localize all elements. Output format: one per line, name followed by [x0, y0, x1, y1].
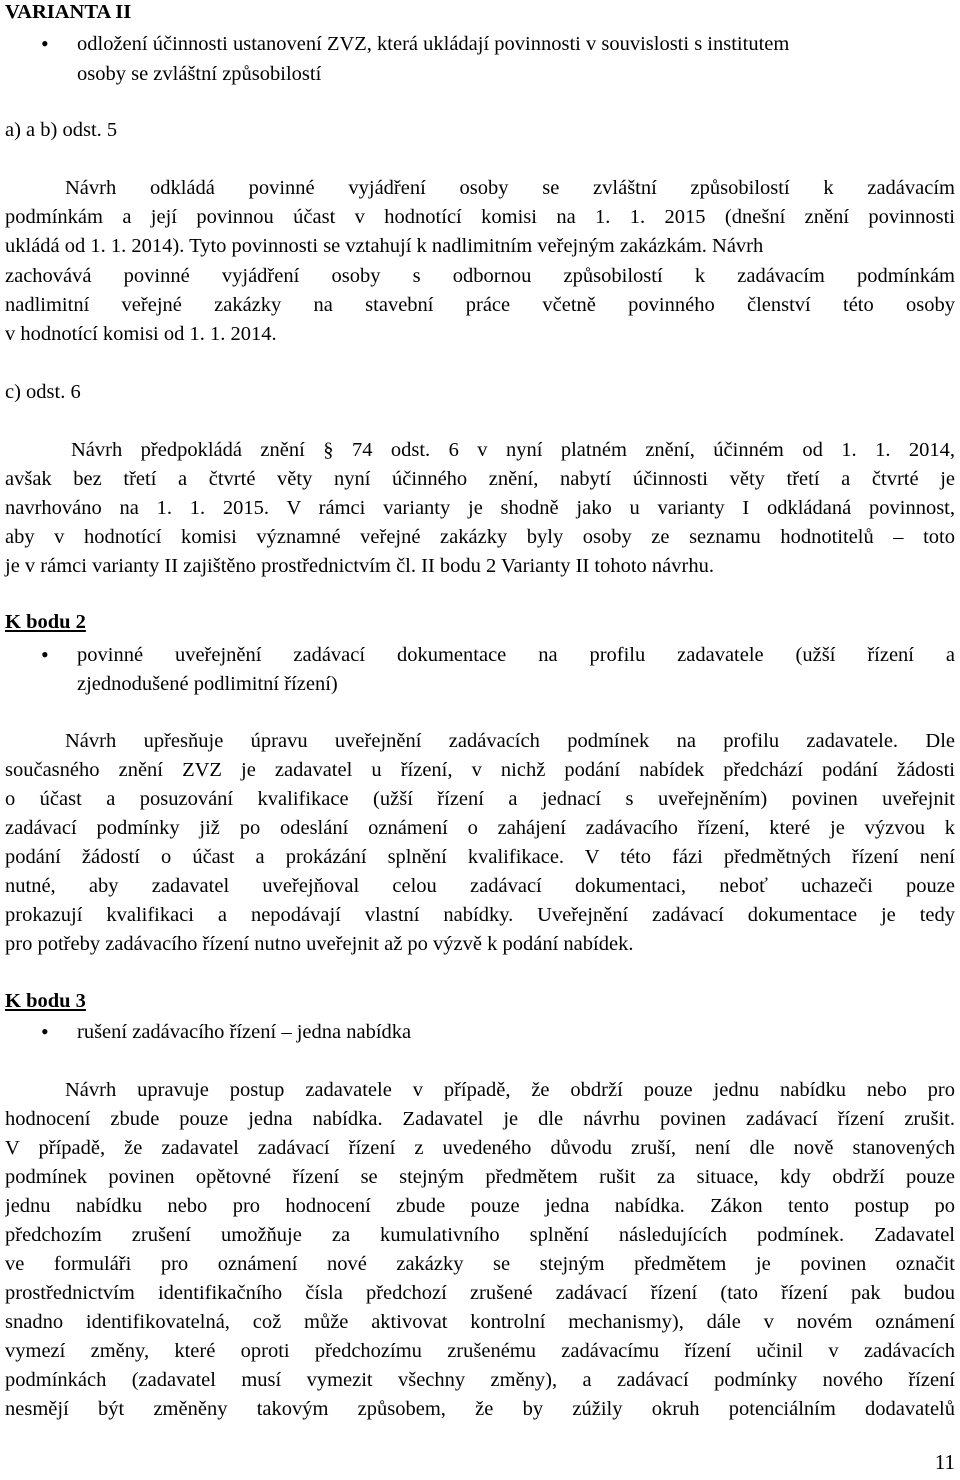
paragraph-line: podání žádostí o účast a prokázání splnění kvalifikace. V této fázi předmětných řízení není	[5, 846, 955, 868]
paragraph-line: V případě, že zadavatel zadávací řízení z uvedeného důvodu zruší, není dle nově stanovených	[5, 1137, 955, 1159]
paragraph-line: je v rámci varianty II zajištěno prostřednictvím čl. II bodu 2 Varianty II tohoto návrhu.	[5, 555, 714, 577]
section-heading: K bodu 2	[5, 611, 86, 633]
paragraph-line: Návrh odkládá povinné vyjádření osoby se zvláštní způsobilostí k zadávacím	[65, 177, 955, 199]
paragraph-line: zachovává povinné vyjádření osoby s odbornou způsobilostí k zadávacím podmínkám	[5, 265, 955, 287]
paragraph-line: ukládá od 1. 1. 2014). Tyto povinnosti se vztahují k nadlimitním veřejným zakázkám. Návrh	[5, 235, 764, 257]
paragraph-line: nesmějí být změněny takovým způsobem, že by zúžily okruh potenciálním dodavatelů	[5, 1398, 955, 1420]
bullet-icon: •	[41, 31, 49, 56]
subheading: a) a b) odst. 5	[5, 119, 118, 141]
bullet-text-line: odložení účinnosti ustanovení ZVZ, která ukládají povinnosti v souvislosti s institutem	[77, 33, 790, 55]
paragraph-line: ve formuláři pro oznámení nové zakázky se stejným předmětem je povinen označit	[5, 1253, 955, 1275]
paragraph-line: zadávací podmínky již po odeslání oznámení o zahájení zadávacího řízení, které je výzvou k	[5, 817, 955, 839]
paragraph-line: nutné, aby zadavatel uveřejňoval celou zadávací dokumentaci, neboť uchazeči pouze	[5, 875, 955, 897]
paragraph-line: navrhováno na 1. 1. 2015. V rámci varianty je shodně jako u varianty I odkládaná povinnost,	[5, 497, 955, 519]
paragraph-line: prostřednictvím identifikačního čísla předchozí zrušené zadávací řízení (tato řízení pak budou	[5, 1282, 955, 1304]
paragraph-line: o účast a posuzování kvalifikace (užší řízení a jednací s uveřejněním) povinen uveřejnit	[5, 788, 955, 810]
paragraph-line: jednu nabídku nebo pro hodnocení zbude pouze jedna nabídka. Zákon tento postup po	[5, 1195, 955, 1217]
paragraph-line: prokazují kvalifikaci a nepodávají vlastní nabídky. Uveřejnění zadávací dokumentace je tedy	[5, 904, 955, 926]
paragraph-line: snadno identifikovatelná, což může aktivovat kontrolní mechanismy), dále v novém oznámení	[5, 1311, 955, 1333]
section-title: VARIANTA II	[5, 1, 132, 23]
section-heading: K bodu 3	[5, 990, 86, 1012]
bullet-text-line: rušení zadávacího řízení – jedna nabídka	[77, 1021, 412, 1043]
paragraph-line: současného znění ZVZ je zadavatel u řízení, v nichž podání nabídek předchází podání žádosti	[5, 759, 955, 781]
paragraph-line: pro potřeby zadávacího řízení nutno uveřejnit až po výzvě k podání nabídek.	[5, 933, 634, 955]
bullet-text-line: osoby se zvláštní způsobilostí	[77, 63, 322, 85]
bullet-icon: •	[41, 1019, 49, 1044]
paragraph-line: nadlimitní veřejné zakázky na stavební práce včetně povinného členství této osoby	[5, 294, 955, 316]
paragraph-line: předchozím zrušení umožňuje za kumulativního splnění následujících podmínek. Zadavatel	[5, 1224, 955, 1246]
paragraph-line: aby v hodnotící komisi významné veřejné zakázky byly osoby ze seznamu hodnotitelů – toto	[5, 526, 955, 548]
paragraph-line: Návrh upřesňuje úpravu uveřejnění zadávacích podmínek na profilu zadavatele. Dle	[65, 730, 955, 752]
paragraph-line: Návrh předpokládá znění § 74 odst. 6 v nyní platném znění, účinném od 1. 1. 2014,	[71, 439, 955, 461]
paragraph-line: podmínkám a její povinnou účast v hodnotící komisi na 1. 1. 2015 (dnešní znění povinnosti	[5, 206, 955, 228]
paragraph-line: vymezí změny, které oproti předchozímu zrušenému zadávacímu řízení učinil v zadávacích	[5, 1340, 955, 1362]
bullet-text-line: zjednodušené podlimitní řízení)	[77, 673, 338, 695]
paragraph-line: Návrh upravuje postup zadavatele v případě, že obdrží pouze jednu nabídku nebo pro	[65, 1079, 955, 1101]
paragraph-line: avšak bez třetí a čtvrté věty nyní účinného znění, nabytí účinnosti věty třetí a čtvrté je	[5, 468, 955, 490]
bullet-icon: •	[41, 642, 49, 667]
paragraph-line: hodnocení zbude pouze jedna nabídka. Zadavatel je dle návrhu povinen zadávací řízení zrušit.	[5, 1108, 955, 1130]
bullet-text-line: povinné uveřejnění zadávací dokumentace na profilu zadavatele (užší řízení a	[77, 644, 955, 666]
page-number: 11	[934, 1450, 955, 1474]
paragraph-line: podmínek povinen opětovné řízení se stejným předmětem rušit za situace, kdy obdrží pouze	[5, 1166, 955, 1188]
paragraph-line: v hodnotící komisi od 1. 1. 2014.	[5, 323, 277, 345]
subheading: c) odst. 6	[5, 381, 81, 403]
paragraph-line: podmínkách (zadavatel musí vymezit všechny změny), a zadávací podmínky nového řízení	[5, 1369, 955, 1391]
